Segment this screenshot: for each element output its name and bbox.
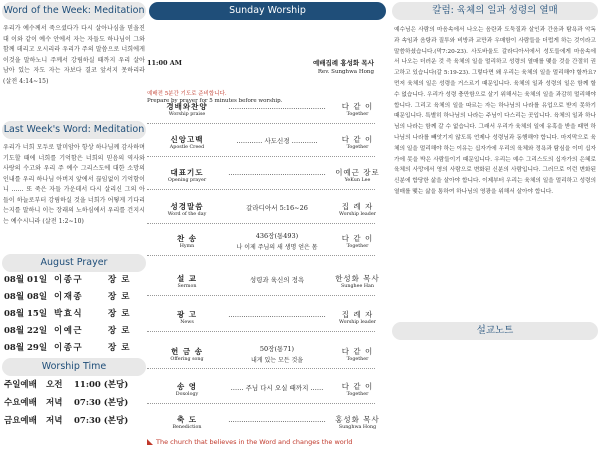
order-item-title: 설 교 — [176, 274, 198, 283]
service-time: 07:30 (본당) — [74, 398, 129, 408]
prayer-name: 이재종 — [54, 292, 84, 302]
order-item-subtitle: News — [180, 320, 194, 325]
prayer-date: 08월 15일 — [4, 309, 48, 319]
order-item-content: ……………………………………… — [228, 416, 326, 424]
order-item — [147, 165, 388, 199]
order-item-subtitle: Hymn — [179, 244, 195, 249]
order-item-leader-en: Together — [346, 145, 369, 150]
order-item-content: 갈라디아서 5:16~26 — [246, 204, 308, 212]
order-item-content-sub: 나 이제 주님의 새 생명 얻은 몸 — [236, 244, 318, 251]
separator — [147, 295, 375, 296]
order-item-leader-en: Together — [346, 357, 369, 362]
order-item-leader-en: Worship leader — [339, 320, 376, 325]
prayer-row — [0, 306, 148, 323]
order-item — [147, 99, 388, 133]
order-item-content: 성령과 육신의 정욕 — [249, 276, 305, 284]
prayer-date: 08월 08일 — [4, 292, 48, 302]
order-item — [147, 132, 388, 166]
order-item-content: ……………………………………… — [228, 169, 326, 177]
order-item-leader: 다 같 이 — [341, 234, 374, 243]
prayer-date: 08월 22일 — [4, 326, 48, 336]
order-item-content: 50장(통71) — [259, 345, 295, 353]
order-item-leader-en: Together — [346, 244, 369, 249]
order-item-title: 송 영 — [176, 382, 198, 391]
prayer-row — [0, 323, 148, 340]
order-item-title: 헌 금 송 — [171, 347, 203, 356]
order-item — [147, 379, 388, 413]
order-item-title: 신앙고백 — [170, 135, 204, 144]
order-item-leader: 다 같 이 — [341, 347, 374, 356]
prayer-role: 장로 — [108, 292, 135, 302]
separator — [147, 368, 375, 369]
order-item-content: 436장(통493) — [255, 232, 299, 240]
notice-en: Prepare by prayer for 5 minutes before worship. — [147, 98, 283, 104]
service-name: 주일예배 — [4, 380, 37, 390]
order-item-subtitle: Benediction — [172, 425, 202, 430]
order-item-title: 광 고 — [176, 310, 198, 319]
order-of-worship — [147, 0, 388, 446]
prayer-row — [0, 340, 148, 357]
order-item-subtitle: Apostle Creed — [169, 145, 205, 150]
order-item-content: ……………………………………… — [228, 311, 326, 319]
worship-time-row — [0, 394, 148, 412]
order-item-content-sub: 내게 있는 모든 것을 — [250, 357, 304, 364]
worship-time: 11:00 AM — [147, 59, 182, 67]
order-item-leader: 이예근 장로 — [335, 168, 380, 177]
notice-ko: 예배전 5분간 기도로 준비합니다. — [147, 91, 227, 97]
order-item-subtitle: Sermon — [177, 284, 197, 289]
service-part: 저녁 — [46, 416, 63, 426]
prayer-date: 08월 01일 — [4, 275, 48, 285]
sermon-notes-title: 설교노트 — [392, 322, 598, 340]
order-item-leader-en: Sunghwa Hong — [338, 425, 377, 430]
order-item-content: ……………………………………… — [228, 103, 326, 111]
order-body — [147, 23, 388, 430]
order-item-leader: 다 같 이 — [341, 382, 374, 391]
column-text: 예수님은 사람의 마음속에서 나오는 음란과 도둑질과 살인과 간음과 탐욕과 악독과 속임과 음탕과 질투와 비방과 교만과 우매함이 사람들을 더럽게 하는 것이라고 말씀하셨습니다.(막7:20-23). 사도바울도 갈라디아서에서 성도들에게 마음속에서 나오는 더러운 것 즉 육체의 일을 멀리하고 성령의 열매를 맺을 것을 간절히 권고하고 있습니다(갈 5:19-23). 그렇다면 왜 우리는 육체의 일을 멀리해야 할까요? 먼저 육체의 일은 성령을 거스르기 때문입니다. 육체의 일과 성령의 일은 함께 할 수 없습니다. 우리가 성령 충만함으로 살기 위해서는 육체의 일을 과감히 멀리해야 합니다. 그리고 육체의 일을 따르는 자는 하나님의 나라를 유업으로 받지 못하기 때문입니다. 특별히 하나님의 나라는 주님이 다스리는 곳입니다. 육체의 일과 하나님의 나라는 함께 갈 수 없습니다. 그래서 우리가 육체의 일에 유혹을 받을 때면 하나님의 나라를 빼앗기지 않도록 언제나 성령님과 동행해야 합니다. 마지막으로 육체의 일을 멀리해야 하는 이유는 십자가에 우리의 육체와 정욕과 탐심을 이미 십자가에 못을 박은 사람들이기 때문입니다. 우리는 예수 그리스도의 십자가의 은혜로 육체의 사망에서 영의 사람으로 변화된 신분의 사람입니다. 그러므로 이런 변화된 신분에 합당한 삶을 살아야 합니다. 이제부터 우리는 육체의 일을 멀리하고 성령의 열매를 맺는 삶을 통하여 하나님의 영광을 위해서 살아야 합니다. — [394, 27, 596, 195]
worship-time-list — [0, 376, 148, 430]
column-title: 칼럼: 육체의 일과 성령의 열매 — [392, 2, 598, 20]
order-item-leader-en: Together — [346, 392, 369, 397]
order-item-leader: 집 례 자 — [341, 202, 374, 211]
order-item — [147, 199, 388, 233]
service-part: 오전 — [46, 380, 63, 390]
separator — [147, 331, 375, 332]
order-item-leader: 홍성화 목사 — [335, 415, 380, 424]
order-item-title: 성경말씀 — [170, 202, 204, 211]
order-item-leader-en: Worship leader — [339, 212, 376, 217]
right-column — [390, 0, 600, 340]
order-item-leader-en: Together — [346, 112, 369, 117]
prayer-role: 장로 — [108, 309, 135, 319]
prayer-role: 장로 — [108, 275, 135, 285]
word-week-text: 우리가 예수께서 죽으셨다가 다시 살아나심을 믿을진대 이와 같이 예수 안에서 자는 자들도 하나님이 그와 함께 데리고 오시리라 우리가 주의 말씀으로 너희에게 이것을 말하노니 주께서 강림하실 때까지 우리 살아 남아 있는 자도 자는 자보다 결코 앞서지 못하리라 (살전 4:14~15) — [3, 25, 145, 85]
service-time: 07:30 (본당) — [74, 416, 129, 426]
order-item-subtitle: Offering song — [170, 357, 204, 362]
separator — [147, 223, 375, 224]
worship-time-row — [0, 376, 148, 394]
separator — [147, 189, 375, 190]
service-part: 저녁 — [46, 398, 63, 408]
order-item-leader: 집 례 자 — [341, 310, 374, 319]
order-item-content: ………… 사도신경 ………… — [236, 137, 318, 145]
service-name: 금요예배 — [4, 416, 37, 426]
order-item-leader: 다 같 이 — [341, 135, 374, 144]
prayer-name: 박효식 — [54, 309, 84, 319]
order-item-title: 축 도 — [176, 415, 198, 424]
prayer-row — [0, 289, 148, 306]
order-item — [147, 231, 388, 265]
separator — [147, 123, 375, 124]
last-week-title: Last Week's Word: Meditation — [2, 121, 146, 139]
slogan — [147, 438, 392, 446]
order-item-subtitle: Doxology — [175, 392, 199, 397]
separator — [147, 156, 375, 157]
order-item — [147, 344, 388, 378]
order-item-title: 경배와찬양 — [166, 102, 208, 111]
order-item — [147, 271, 388, 305]
worship-time-row — [0, 412, 148, 430]
triangle-icon — [147, 439, 153, 445]
last-week-text: 우리가 너희 모두로 말미암아 항상 하나님께 감사하며 기도할 때에 너희를 기억함은 너희의 믿음의 역사와 사랑의 수고와 우리 주 예수 그리스도에 대한 소망의 인내를 우리 하나님 아버지 앞에서 끊임없이 기억함이니 …… 또 죽은 자들 가운데서 다시 살리신 그의 아들이 하늘로부터 강림하실 것을 너희가 어떻게 기다리는지를 말하니 이는 장래의 노하심에서 우리를 건지시는 예수시니라 (살전 1:2~10) — [3, 144, 145, 225]
prayer-role: 장로 — [108, 343, 135, 353]
worship-time-title: Worship Time — [2, 358, 146, 376]
prayer-date: 08월 29일 — [4, 343, 48, 353]
prayer-name: 이종구 — [54, 275, 84, 285]
order-item-title: 대표기도 — [170, 168, 204, 177]
prayer-name: 이종구 — [54, 343, 84, 353]
order-item — [147, 307, 388, 341]
order-item-leader: 한성화 목사 — [335, 274, 380, 283]
separator — [147, 403, 375, 404]
sunday-worship-title: Sunday Worship — [149, 2, 386, 20]
order-item-leader-en: Sunghee Han — [341, 284, 374, 289]
officiant — [313, 59, 374, 77]
slogan-text: The church that believes in the Word and changes the world — [156, 438, 353, 446]
prayer-row — [0, 272, 148, 289]
service-time: 11:00 (본당) — [74, 380, 129, 390]
order-item-title: 찬 송 — [176, 234, 198, 243]
service-name: 수요예배 — [4, 398, 37, 408]
order-item-leader-en: YeKun Lee — [344, 178, 371, 183]
word-week-title: Word of the Week: Meditation — [2, 2, 146, 20]
prayer-title: August Prayer — [2, 254, 146, 272]
order-item-subtitle: Worship praise — [168, 112, 206, 117]
separator — [147, 255, 375, 256]
left-column — [0, 0, 148, 430]
order-item-content: …… 주님 다시 오실 때까지 …… — [230, 384, 324, 392]
order-item-leader: 다 같 이 — [341, 102, 374, 111]
prayer-name: 이예근 — [54, 326, 84, 336]
prayer-list — [0, 272, 148, 357]
officiant-ko: 예배집례 홍성화 목사 — [312, 59, 374, 67]
prayer-role: 장로 — [108, 326, 135, 336]
order-item-subtitle: Word of the day — [167, 212, 207, 217]
order-item-subtitle: Opening prayer — [167, 178, 207, 183]
officiant-en: Rev. Sunghwa Hong — [317, 69, 374, 75]
